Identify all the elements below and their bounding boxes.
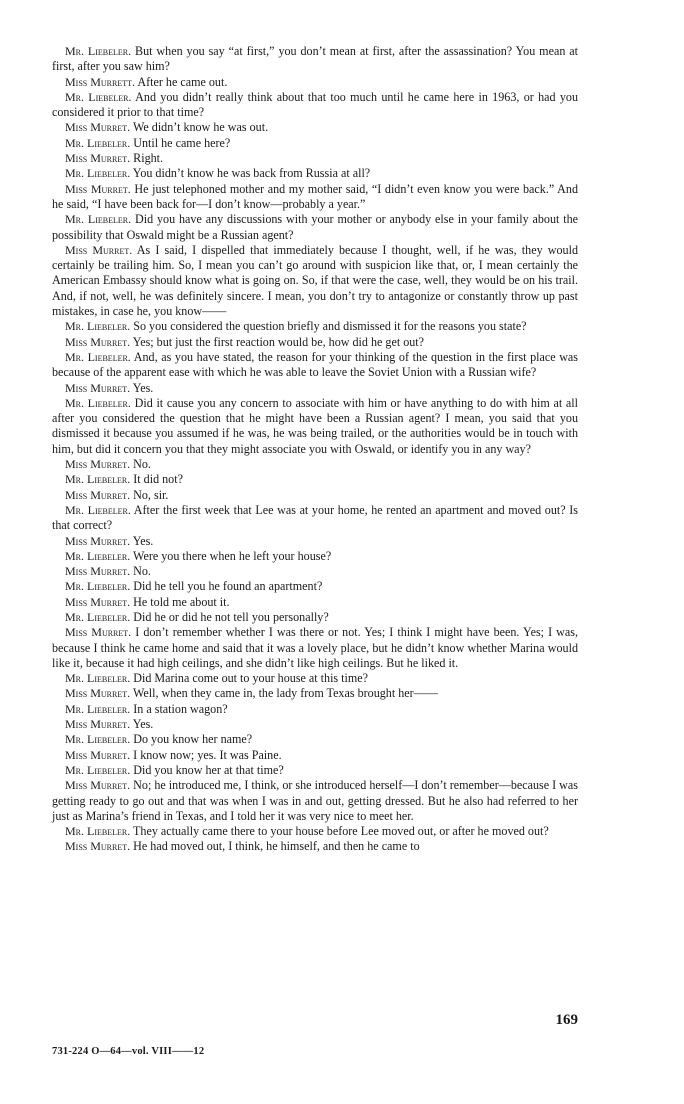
transcript-paragraph: [52, 75, 578, 90]
transcript-paragraph: [52, 335, 578, 350]
transcript-paragraph: [52, 625, 578, 671]
speaker-label: Mr. Liebeler.: [65, 762, 131, 777]
transcript-paragraph: [52, 243, 578, 319]
speech-text: Did you have any discussions with your mother or anybody else in your family about the possibility that Oswald might be a Russian agent?: [52, 212, 579, 242]
transcript-paragraph: [52, 319, 578, 334]
transcript-paragraph: [52, 549, 578, 564]
speaker-label: Miss Murret.: [65, 564, 131, 579]
transcript-paragraph: [52, 396, 578, 457]
speaker-label: Mr. Liebeler.: [65, 502, 131, 517]
speaker-label: Mr. Liebeler.: [65, 472, 131, 487]
speech-text: He just telephoned mother and my mother said, “I didn’t even know you were back.” And he said, “I have been back for—I don’t know—probably a year.”: [52, 181, 579, 211]
transcript-paragraph: [52, 136, 578, 151]
transcript-paragraph: [52, 595, 578, 610]
speaker-label: Miss Murret.: [65, 686, 131, 701]
speaker-label: Miss Murret.: [65, 380, 131, 395]
speech-text: And, as you have stated, the reason for your thinking of the question in the first place was because of the apparent ease with which he was able to leave the Soviet Union with a Russian wife?: [52, 349, 579, 380]
transcript-paragraph: [52, 686, 578, 701]
speaker-label: Mr. Liebeler.: [65, 44, 132, 58]
speech-text: Right.: [133, 151, 164, 166]
transcript-paragraph: [52, 748, 578, 763]
transcript-paragraph: [52, 824, 578, 839]
speaker-label: Mr. Liebeler.: [65, 671, 131, 686]
speaker-label: Miss Murret.: [65, 717, 131, 732]
transcript-paragraph: [52, 534, 578, 549]
speaker-label: Miss Murret.: [65, 594, 131, 609]
transcript-paragraph: [52, 778, 578, 824]
footer-print-code: 731-224 O—64—vol. VIII——12: [52, 1046, 205, 1057]
speech-text: After he came out.: [137, 74, 228, 89]
speaker-label: Mr. Liebeler.: [65, 824, 131, 839]
transcript-paragraph: [52, 151, 578, 166]
speech-text: Yes.: [132, 533, 154, 548]
speech-text: You didn’t know he was back from Russia at all?: [132, 166, 371, 181]
speech-text: Until he came here?: [133, 135, 231, 150]
speaker-label: Miss Murrett.: [65, 74, 136, 89]
speaker-label: Miss Murret.: [65, 181, 131, 196]
transcript-paragraph: [52, 702, 578, 717]
speech-text: Yes.: [132, 717, 154, 732]
transcript-paragraph: [52, 120, 578, 135]
speech-text: Did he tell you he found an apartment?: [133, 579, 323, 594]
speech-text: In a station wagon?: [133, 701, 228, 716]
speaker-label: Miss Murret.: [65, 747, 131, 762]
speech-text: No; he introduced me, I think, or she introduced herself—I don’t remember—because I was getting ready to go out and that was when I was in and out, getting dressed. But he also had referred to her just as Marina’s friend in Texas, and I told her it was very nice to meet her.: [52, 778, 578, 823]
speech-text: I know now; yes. It was Paine.: [133, 747, 282, 762]
speaker-label: Mr. Liebeler.: [65, 609, 131, 624]
transcript-paragraph: [52, 839, 578, 854]
transcript-paragraph: [52, 488, 578, 503]
speech-text: They actually came there to your house before Lee moved out, or after he moved out?: [133, 824, 549, 839]
speaker-label: Miss Murret.: [65, 839, 131, 854]
speech-text: Well, when they came in, the lady from Texas brought her——: [132, 686, 438, 701]
speech-text: Did Marina come out to your house at this time?: [133, 671, 369, 686]
speech-text: Do you know her name?: [133, 732, 253, 747]
transcript-paragraph: [52, 763, 578, 778]
speech-text: After the first week that Lee was at your home, he rented an apartment and moved out? Is that correct?: [52, 502, 578, 533]
speaker-label: Miss Murret.: [65, 457, 131, 472]
speaker-label: Miss Murret.: [65, 487, 131, 502]
speaker-label: Mr. Liebeler.: [65, 395, 131, 410]
transcript-paragraph: [52, 732, 578, 747]
speaker-label: Miss Murret.: [65, 151, 131, 166]
speech-text: Yes; but just the first reaction would be, how did he get out?: [132, 334, 425, 349]
speech-text: Did it cause you any concern to associate with him or have anything to do with him at all after you considered the question that he might have been a Russian agent? I mean, you said that you dismissed it because you assumed if he was, he was being trailed, or the authorities would be in touch with him, but did it concern you that they might associate you with Oswald, or identify you in any way?: [52, 395, 579, 456]
transcript-body: [52, 44, 578, 855]
speech-text: Yes.: [132, 380, 154, 395]
transcript-paragraph: [52, 457, 578, 472]
speaker-label: Miss Murret.: [65, 625, 132, 640]
transcript-paragraph: [52, 671, 578, 686]
speech-text: He had moved out, I think, he himself, and then he came to: [133, 839, 420, 854]
transcript-paragraph: [52, 717, 578, 732]
transcript-paragraph: [52, 182, 578, 213]
transcript-paragraph: [52, 44, 578, 75]
speech-text: He told me about it.: [133, 594, 230, 609]
transcript-paragraph: [52, 472, 578, 487]
transcript-paragraph: [52, 503, 578, 534]
speaker-label: Mr. Liebeler.: [65, 166, 131, 181]
speaker-label: Miss Murret.: [65, 120, 131, 135]
transcript-paragraph: [52, 579, 578, 594]
speech-text: Did he or did he not tell you personally?: [133, 609, 329, 624]
transcript-paragraph: [52, 381, 578, 396]
speech-text: But when you say “at first,” you don’t mean at first, after the assassination? You mean at first, after you saw him?: [52, 44, 579, 74]
speaker-label: Mr. Liebeler.: [65, 89, 132, 104]
speech-text: I don’t remember whether I was there or not. Yes; I think I might have been. Yes; I was, because I think he came home and said that it was a lovely place, but he didn’t know whether Marina would like it, because it had high ceilings, and she didn’t like high ceilings. But he liked it.: [52, 625, 578, 670]
speaker-label: Mr. Liebeler.: [65, 135, 131, 150]
speaker-label: Mr. Liebeler.: [65, 732, 131, 747]
speaker-label: Mr. Liebeler.: [65, 548, 131, 563]
speech-text: And you didn’t really think about that too much until he came here in 1963, or had you considered it prior to that time?: [52, 89, 579, 120]
page-number: 169: [555, 1012, 578, 1028]
speaker-label: Miss Murret.: [65, 242, 133, 257]
speech-text: Did you know her at that time?: [133, 762, 284, 777]
speech-text: Were you there when he left your house?: [133, 548, 332, 563]
transcript-paragraph: [52, 350, 578, 381]
speech-text: No.: [133, 457, 151, 472]
speaker-label: Miss Murret.: [65, 533, 131, 548]
speech-text: As I said, I dispelled that immediately because I thought, well, if he was, they would certainly be trailing him. So, I mean you can’t go around with suspicion like that, or, I mean certainly the American Embassy should know what is going on. So, if that were the case, well, they would be on his trail. And, if not, well, he was definitely sincere. I mean, you don’t try to antagonize or constantly throw up past mistakes, in case he, you know——: [52, 242, 578, 319]
transcript-paragraph: [52, 90, 578, 121]
transcript-paragraph: [52, 610, 578, 625]
speaker-label: Mr. Liebeler.: [65, 212, 132, 227]
speech-text: We didn’t know he was out.: [132, 120, 269, 135]
transcript-paragraph: [52, 212, 578, 243]
speaker-label: Miss Murret.: [65, 778, 131, 793]
speaker-label: Mr. Liebeler.: [65, 701, 131, 716]
speech-text: It did not?: [133, 472, 183, 487]
transcript-paragraph: [52, 166, 578, 181]
speaker-label: Mr. Liebeler.: [65, 579, 131, 594]
speaker-label: Mr. Liebeler.: [65, 319, 131, 334]
speech-text: No.: [133, 564, 151, 579]
speaker-label: Miss Murret.: [65, 334, 131, 349]
speaker-label: Mr. Liebeler.: [65, 349, 131, 364]
speech-text: So you considered the question briefly and dismissed it for the reasons you state?: [133, 319, 527, 334]
speech-text: No, sir.: [133, 487, 169, 502]
transcript-paragraph: [52, 564, 578, 579]
